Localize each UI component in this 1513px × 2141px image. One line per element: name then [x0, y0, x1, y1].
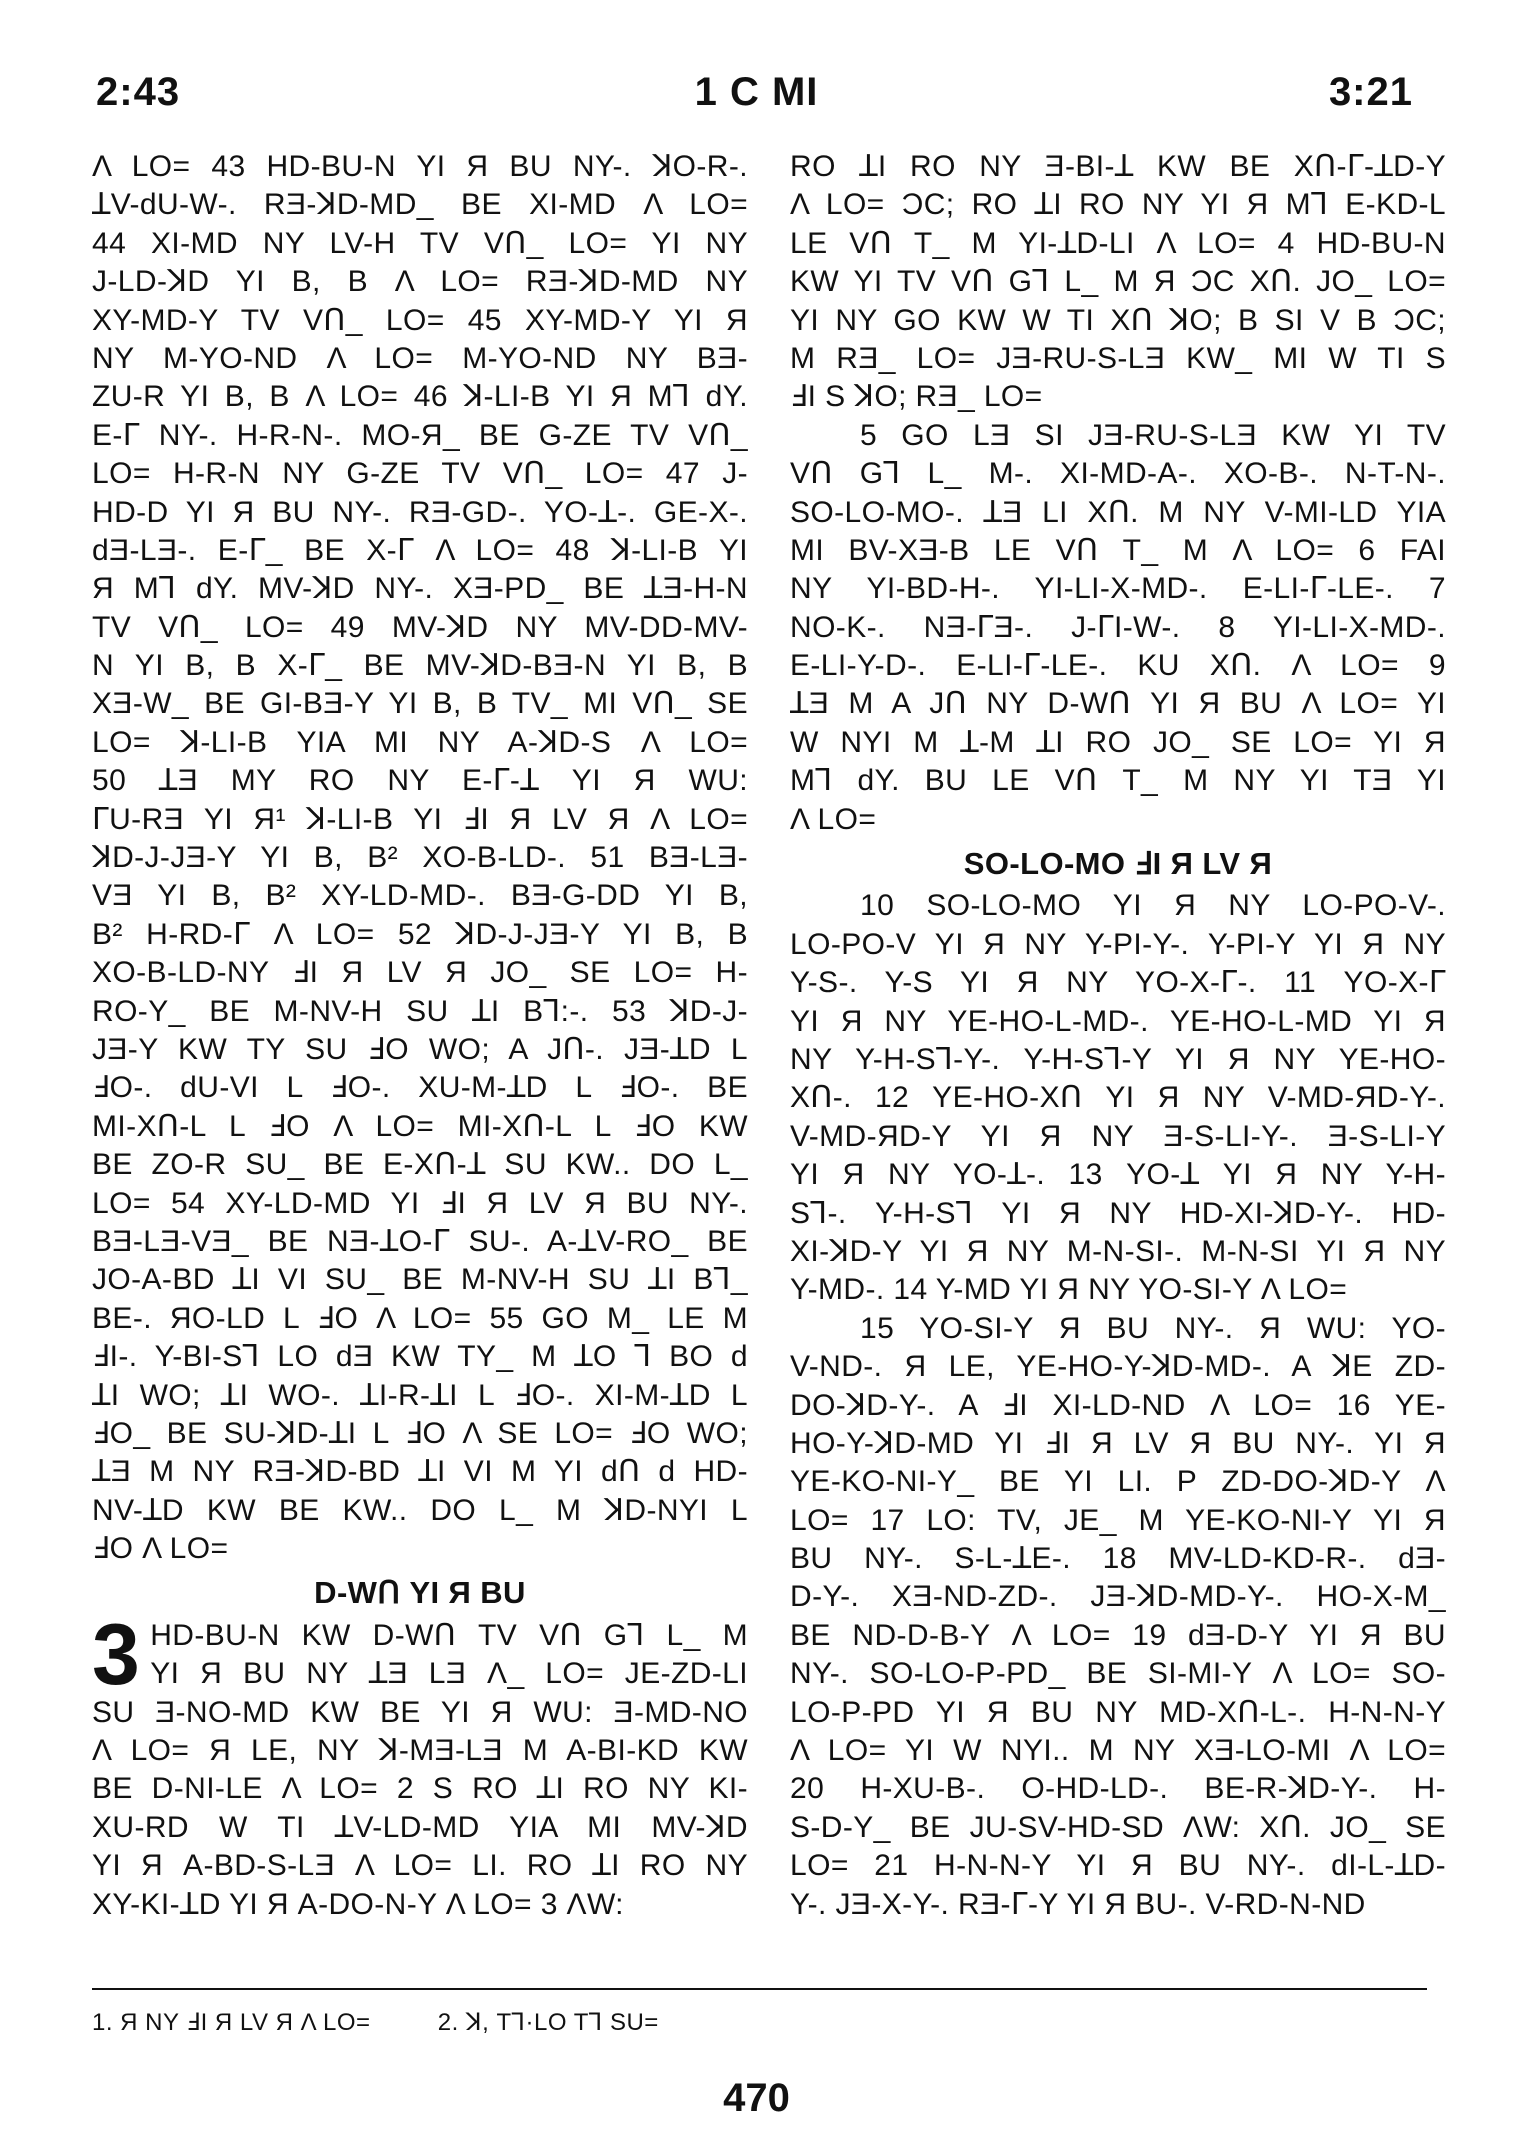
text-line: Λ LO= Я LE, NY ꓘ-MƎ-LƎ M A-BI-KD KW	[92, 1734, 748, 1768]
text-line: MI-XՈ-L L ꓞO Λ LO= MI-XՈ-L L ꓞO KW	[92, 1109, 748, 1143]
text-line: W NYI M ꓕ-M ꓕI RO JO_ SE LO= YI Я	[790, 725, 1446, 759]
text-line: dƎ-LƎ-. E-ᒥ_ BE X-ᒥ Λ LO= 48 ꓘ-LI-B YI	[92, 533, 748, 567]
text-line: XU-RD W TI ꓕV-LD-MD YIA MI MV-ꓘD	[92, 1810, 748, 1844]
text-line: YE-KO-NI-Y_ BE YI LI. P ZD-DO-ꓘD-Y Λ	[790, 1465, 1446, 1499]
footnote-divider	[92, 1988, 1427, 1990]
section-heading: D-WՈ YI Я BU	[314, 1575, 526, 1611]
text-line: 15 YO-SI-Y Я BU NY-. Я WU: YO-	[860, 1311, 1446, 1345]
text-line: LE VՈ T_ M YI-ꓕD-LI Λ LO= 4 HD-BU-N	[790, 226, 1446, 260]
text-line: ꓕƎ M A JՈ NY D-WՈ YI Я BU Λ LO= YI	[790, 687, 1446, 721]
text-line: NY-. SO-LO-P-PD_ BE SI-MI-Y Λ LO= SO-	[790, 1657, 1446, 1691]
text-line: Λ LO= ƆC; RO ꓕI RO NY YI Я Mꓶ E-KD-L	[790, 188, 1446, 222]
text-line: ZU-R YI B, B Λ LO= 46 ꓘ-LI-B YI Я Mꓶ dY.	[92, 380, 748, 414]
text-line: LO-PO-V YI Я NY Y-PI-Y-. Y-PI-Y YI Я NY	[790, 927, 1446, 961]
text-line: M RƎ_ LO= JƎ-RU-S-LƎ KW_ MI W TI S	[790, 341, 1446, 375]
text-line: HD-BU-N KW D-WՈ TV VՈ Gꓶ L_ M	[150, 1618, 748, 1652]
chapter-number: 3	[92, 1606, 141, 1703]
text-line: Sꓶ-. Y-H-Sꓶ YI Я NY HD-XI-ꓘD-Y-. HD-	[790, 1196, 1446, 1230]
text-line: BE D-NI-LE Λ LO= 2 S RO ꓕI RO NY KI-	[92, 1772, 748, 1806]
text-line: Λ LO=	[790, 802, 877, 836]
text-line: S-D-Y_ BE JU-SV-HD-SD ΛW: XՈ. JO_ SE	[790, 1810, 1446, 1844]
text-line: SU Ǝ-NO-MD KW BE YI Я WU: Ǝ-MD-NO	[92, 1695, 748, 1729]
text-line: TV VՈ_ LO= 49 MV-ꓘD NY MV-DD-MV-	[92, 610, 748, 644]
text-line: NY YI-BD-H-. YI-LI-X-MD-. E-LI-ᒥ-LE-. 7	[790, 572, 1446, 606]
text-line: RO ꓕI RO NY Ǝ-BI-ꓕ KW BE XՈ-ᒥ-ꓕD-Y	[790, 150, 1446, 183]
text-line: KW YI TV VՈ Gꓶ L_ M Я ƆC XՈ. JO_ LO=	[790, 265, 1446, 299]
text-line: DO-ꓘD-Y-. A ꓞI XI-LD-ND Λ LO= 16 YE-	[790, 1388, 1446, 1422]
text-line: LO= ꓘ-LI-B YIA MI NY A-ꓘD-S Λ LO=	[92, 725, 748, 759]
header-right-reference: 3:21	[1328, 70, 1413, 114]
text-line: RO-Y_ BE M-NV-H SU ꓕI Bꓶ:-. 53 ꓘD-J-	[92, 994, 748, 1028]
text-line: HD-D YI Я BU NY-. RƎ-GD-. YO-ꓕ-. GE-X-.	[92, 495, 748, 529]
text-line: BE ZO-R SU_ BE E-XՈ-ꓕ SU KW.. DO L_	[92, 1148, 748, 1182]
text-line: V-MD-ЯD-Y YI Я NY Ǝ-S-LI-Y-. Ǝ-S-LI-Y	[790, 1119, 1446, 1153]
text-line: ꓞO_ BE SU-ꓘD-ꓕI L ꓞO Λ SE LO= ꓞO WO;	[92, 1416, 748, 1450]
footnote-1: 1. Я NY ꓞI Я LV Я Λ LO=	[92, 2009, 371, 2036]
text-line: BE-. ЯO-LD L ꓞO Λ LO= 55 GO M_ LE M	[92, 1301, 748, 1335]
footnotes	[92, 2008, 719, 2037]
text-line: YI Я A-BD-S-LƎ Λ LO= LI. RO ꓕI RO NY	[92, 1849, 748, 1883]
text-line: 20 H-XU-B-. O-HD-LD-. BE-R-ꓘD-Y-. H-	[790, 1772, 1446, 1806]
text-line: V-ND-. Я LE, YE-HO-Y-ꓘD-MD-. A ꓘE ZD-	[790, 1350, 1446, 1384]
text-line: VƎ YI B, B² XY-LD-MD-. BƎ-G-DD YI B,	[92, 879, 748, 913]
text-line: ᒥU-RƎ YI Я¹ ꓘ-LI-B YI ꓞI Я LV Я Λ LO=	[92, 802, 748, 836]
text-line: YI NY GO KW W TI XՈ ꓘO; B SI V B ƆC;	[790, 303, 1446, 337]
header-left-reference: 2:43	[96, 70, 181, 114]
text-line: BU NY-. S-L-ꓕE-. 18 MV-LD-KD-R-. dƎ-	[790, 1542, 1446, 1576]
text-line: JO-A-BD ꓕI VI SU_ BE M-NV-H SU ꓕI Bꓶ_	[92, 1263, 748, 1297]
text-line: ꓞI S ꓘO; RƎ_ LO=	[790, 380, 1043, 414]
text-line: LO= 17 LO: TV, JE_ M YE-KO-NI-Y YI Я	[790, 1503, 1446, 1537]
text-line: ꓕƎ M NY RƎ-ꓘD-BD ꓕI VI M YI dՈ d HD-	[92, 1455, 748, 1489]
text-line: BE ND-D-B-Y Λ LO= 19 dƎ-D-Y YI Я BU	[790, 1618, 1446, 1652]
text-line: XՈ-. 12 YE-HO-XՈ YI Я NY V-MD-ЯD-Y-.	[790, 1081, 1446, 1115]
text-line: NY M-YO-ND Λ LO= M-YO-ND NY BƎ-	[92, 341, 748, 375]
text-line: Y-S-. Y-S YI Я NY YO-X-ᒥ-. 11 YO-X-ᒥ	[790, 966, 1446, 1000]
text-line: VՈ Gꓶ L_ M-. XI-MD-A-. XO-B-. N-T-N-.	[790, 457, 1446, 491]
header-book-title: 1 C MI	[694, 70, 819, 114]
text-line: HO-Y-ꓘD-MD YI ꓞI Я LV Я BU NY-. YI Я	[790, 1426, 1446, 1460]
text-line: Я Mꓶ dY. MV-ꓘD NY-. XƎ-PD_ BE ꓕƎ-H-N	[92, 572, 748, 606]
text-line: YI Я NY YE-HO-L-MD-. YE-HO-L-MD YI Я	[790, 1004, 1446, 1038]
text-line: YI Я NY YO-ꓕ-. 13 YO-ꓕ YI Я NY Y-H-	[790, 1158, 1446, 1192]
text-line: LO-P-PD YI Я BU NY MD-XՈ-L-. H-N-N-Y	[790, 1695, 1446, 1729]
text-line: SO-LO-MO-. ꓕƎ LI XՈ. M NY V-MI-LD YIA	[790, 495, 1446, 529]
text-line: ꓞO-. dU-VI L ꓞO-. XU-M-ꓕD L ꓞO-. BE	[92, 1071, 748, 1105]
text-line: 5 GO LƎ SI JƎ-RU-S-LƎ KW YI TV	[860, 418, 1446, 452]
text-line: XI-ꓘD-Y YI Я NY M-N-SI-. M-N-SI YI Я NY	[790, 1234, 1446, 1268]
text-line: Λ LO= YI W NYI.. M NY XƎ-LO-MI Λ LO=	[790, 1734, 1446, 1768]
text-line: B² H-RD-ᒥ Λ LO= 52 ꓘD-J-JƎ-Y YI B, B	[92, 917, 748, 951]
text-line: Y-. JƎ-X-Y-. RƎ-ᒥ-Y YI Я BU-. V-RD-N-ND	[790, 1887, 1366, 1921]
text-line: YI Я BU NY ꓕƎ LƎ Λ_ LO= JE-ZD-LI	[150, 1657, 748, 1691]
text-line: ꓞO Λ LO=	[92, 1532, 229, 1566]
left-column	[92, 148, 748, 1924]
text-line: Λ LO= 43 HD-BU-N YI Я BU NY-. ꓘO-R-.	[92, 150, 748, 183]
text-line: LO= 54 XY-LD-MD YI ꓞI Я LV Я BU NY-.	[92, 1186, 748, 1220]
text-line: XY-MD-Y TV VՈ_ LO= 45 XY-MD-Y YI Я	[92, 303, 748, 337]
text-line: N YI B, B X-ᒥ_ BE MV-ꓘD-BƎ-N YI B, B	[92, 649, 748, 683]
text-line: J-LD-ꓘD YI B, B Λ LO= RƎ-ꓘD-MD NY	[92, 265, 748, 299]
text-line: 50 ꓕƎ MY RO NY E-ᒥ-ꓕ YI Я WU:	[92, 764, 748, 798]
text-line: E-ᒥ NY-. H-R-N-. MO-Я_ BE G-ZE TV VՈ_	[92, 418, 748, 452]
text-line: 44 XI-MD NY LV-H TV VՈ_ LO= YI NY	[92, 226, 748, 260]
section-heading: SO-LO-MO ꓞI Я LV Я	[963, 846, 1273, 882]
text-line: XY-KI-ꓕD YI Я A-DO-N-Y Λ LO= 3 ΛW:	[92, 1887, 624, 1921]
text-line: NV-ꓕD KW BE KW.. DO L_ M ꓘD-NYI L	[92, 1493, 748, 1527]
text-line: Y-MD-. 14 Y-MD YI Я NY YO-SI-Y Λ LO=	[790, 1273, 1348, 1307]
text-line: LO= 21 H-N-N-Y YI Я BU NY-. dI-L-ꓕD-	[790, 1849, 1446, 1883]
text-line: 10 SO-LO-MO YI Я NY LO-PO-V-.	[860, 889, 1446, 923]
text-line: JƎ-Y KW TY SU ꓞO WO; A JՈ-. JƎ-ꓕD L	[92, 1032, 748, 1066]
text-line: LO= H-R-N NY G-ZE TV VՈ_ LO= 47 J-	[92, 457, 748, 491]
text-line: ꓞI-. Y-BI-Sꓶ LO dƎ KW TY_ M ꓕO ꓶ BO d	[92, 1340, 748, 1374]
text-line: ꓘD-J-JƎ-Y YI B, B² XO-B-LD-. 51 BƎ-LƎ-	[92, 841, 748, 875]
text-line: NO-K-. NƎ-ᒥƎ-. J-ᒥI-W-. 8 YI-LI-X-MD-.	[790, 610, 1446, 644]
text-line: MI BV-XƎ-B LE VՈ T_ M Λ LO= 6 FAI	[790, 533, 1446, 567]
text-line: NY Y-H-Sꓶ-Y-. Y-H-Sꓶ-Y YI Я NY YE-HO-	[790, 1042, 1446, 1076]
text-line: ꓕV-dU-W-. RƎ-ꓘD-MD_ BE XI-MD Λ LO=	[92, 188, 748, 222]
text-line: Mꓶ dY. BU LE VՈ T_ M NY YI TƎ YI	[790, 764, 1446, 798]
footnote-2: 2. ꓘ, Tꓶ·LO Tꓶ SU=	[437, 2009, 659, 2036]
text-line: ꓕI WO; ꓕI WO-. ꓕI-R-ꓕI L ꓞO-. XI-M-ꓕD L	[92, 1378, 748, 1412]
text-line: BƎ-LƎ-VƎ_ BE NƎ-ꓕO-ᒥ SU-. A-ꓕV-RO_ BE	[92, 1224, 748, 1258]
text-line: XƎ-W_ BE GI-BƎ-Y YI B, B TV_ MI VՈ_ SE	[92, 687, 748, 721]
page-number: 470	[723, 2076, 790, 2120]
text-line: E-LI-Y-D-. E-LI-ᒥ-LE-. KU XՈ. Λ LO= 9	[790, 649, 1446, 683]
text-line: XO-B-LD-NY ꓞI Я LV Я JO_ SE LO= H-	[92, 956, 748, 990]
text-line: D-Y-. XƎ-ND-ZD-. JƎ-ꓘD-MD-Y-. HO-X-M_	[790, 1580, 1446, 1614]
right-column	[790, 148, 1446, 1924]
